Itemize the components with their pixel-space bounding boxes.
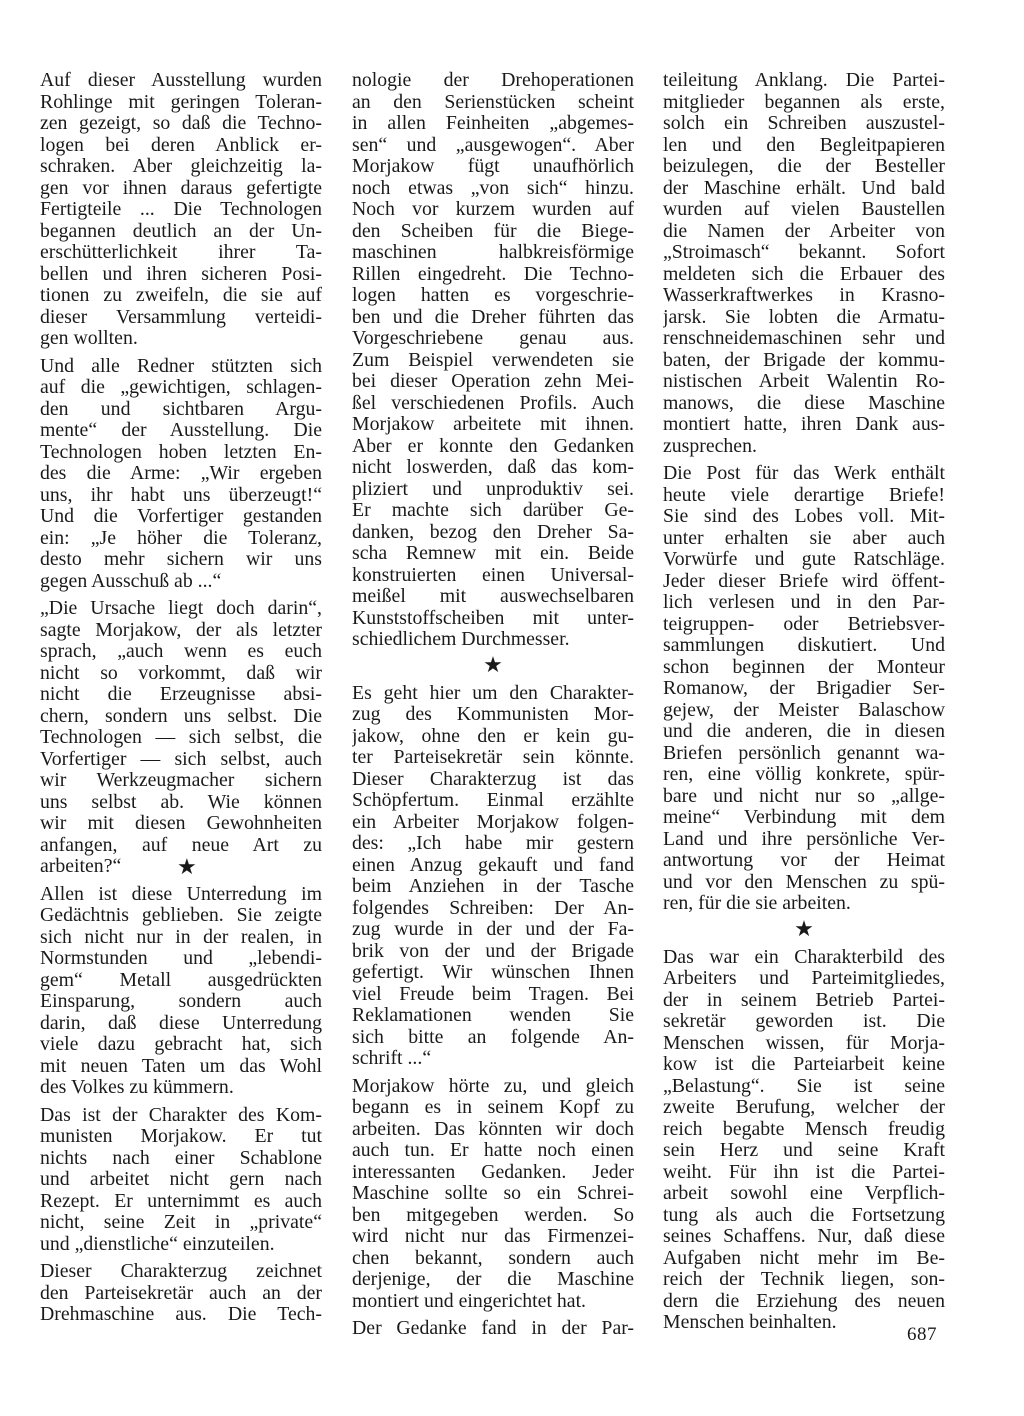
- section-divider-star: ★: [177, 856, 197, 878]
- text-line: sprach, „auch wenn es euch: [40, 641, 322, 662]
- text-line: zweite Berufung, welcher der: [663, 1097, 945, 1118]
- text-line: gem“ Metall ausgedrückten: [40, 969, 322, 991]
- text-line: zug des Kommunisten Mor-: [352, 704, 634, 725]
- text-line: „Belastung“. Sie ist seine: [663, 1075, 945, 1097]
- text-line: bare und nicht nur so „allge-: [663, 785, 945, 807]
- text-line: folgendes Schreiben: Der An-: [352, 897, 634, 919]
- text-line: Auf dieser Ausstellung wurden: [40, 70, 322, 91]
- text-line: Und die Vorfertiger gestanden: [40, 506, 322, 527]
- text-line: Normstunden und „lebendi-: [40, 948, 322, 969]
- text-line: der Maschine erhält. Und bald: [663, 177, 945, 199]
- text-line: Jeder dieser Briefe wird öffent-: [663, 570, 945, 592]
- text-line: Rezept. Er unternimmt es auch: [40, 1190, 322, 1212]
- text-line: Menschen wissen, für Morja-: [663, 1032, 945, 1054]
- text-line: gefertigt. Wir wünschen Ihnen: [352, 962, 634, 983]
- text-line: ßel verschiedenen Profils. Auch: [352, 392, 634, 414]
- text-line: interessanten Gedanken. Jeder: [352, 1161, 634, 1183]
- text-line: meißel mit auswechselbaren: [352, 586, 634, 607]
- text-line: scha Remnew mit ein. Beide: [352, 543, 634, 564]
- text-line: maschinen halbkreisförmige: [352, 242, 634, 263]
- text-line: einen Anzug gekauft und fand: [352, 854, 634, 876]
- text-line: Vorgeschriebene genau aus.: [352, 328, 634, 349]
- text-line: Er machte sich darüber Ge-: [352, 500, 634, 521]
- text-line: munisten Morjakow. Er tut: [40, 1126, 322, 1147]
- text-line: meine“ Verbindung mit dem: [663, 807, 945, 828]
- section-divider-star: ★: [483, 651, 503, 677]
- text-line: Sie sind des Lobes voll. Mit-: [663, 506, 945, 527]
- paragraph: [663, 463, 945, 915]
- text-line: Schöpfertum. Einmal erzählte: [352, 790, 634, 811]
- paragraph: [663, 947, 945, 1334]
- text-line: auch tun. Er hatte noch einen: [352, 1140, 634, 1161]
- text-line: ren, für die sie arbeiten.: [663, 893, 851, 914]
- text-line: Und alle Redner stützten sich: [40, 355, 322, 377]
- page-number: 687: [907, 1324, 937, 1345]
- text-line: ein Arbeiter Morjakow folgen-: [352, 811, 634, 833]
- paragraph: [663, 70, 945, 457]
- text-line: Vorfertiger — sich selbst, auch: [40, 748, 322, 770]
- text-line: unter erhalten sie aber auch: [663, 527, 945, 549]
- text-line: heute viele derartige Briefe!: [663, 484, 945, 506]
- text-line: Noch vor kurzem wurden auf: [352, 199, 634, 220]
- text-line: Der Gedanke fand in der Par-: [352, 1318, 634, 1339]
- paragraph: [40, 356, 322, 593]
- text-line: ter Parteisekretär sein könnte.: [352, 747, 634, 768]
- paragraph: [40, 884, 322, 1099]
- paragraph: [352, 683, 634, 1070]
- text-line: beim Anziehen in der Tasche: [352, 876, 634, 897]
- text-line: begannen deutlich an der Un-: [40, 220, 322, 242]
- text-line: sich nicht nur in der realen, in: [40, 926, 322, 948]
- paragraph: [40, 598, 322, 878]
- text-line: darin, daß diese Unterredung: [40, 1012, 322, 1034]
- text-line: schon beginnen der Monteur: [663, 656, 945, 678]
- text-line: Morjakow arbeitete mit ihnen.: [352, 414, 634, 435]
- text-line: schiedlichem Durchmesser.: [352, 629, 570, 650]
- text-line: chen bekannt, sondern auch: [352, 1247, 634, 1269]
- text-line: montiert hatte, ihren Dank aus-: [663, 414, 945, 435]
- text-line: nicht loswerden, daß das kom-: [352, 457, 634, 478]
- text-line: begann es in seinem Kopf zu: [352, 1097, 634, 1118]
- text-line: weiht. Für ihn ist die Partei-: [663, 1161, 945, 1183]
- text-line: logen bei deren Anblick er-: [40, 134, 322, 156]
- text-line: Vorwürfe und gute Ratschläge.: [663, 549, 945, 570]
- text-line: bei dieser Operation zehn Mei-: [352, 371, 634, 392]
- text-line: den Scheiben für die Biege-: [352, 220, 634, 242]
- text-line: an den Serienstücken scheint: [352, 91, 634, 113]
- text-line: arbeiten. Das könnten wir doch: [352, 1118, 634, 1140]
- text-line: Kunststoffscheiben mit unter-: [352, 607, 634, 629]
- text-line: zusprechen.: [663, 435, 757, 457]
- text-line: antwortung vor der Heimat: [663, 850, 945, 871]
- text-line: Das war ein Charakterbild des: [663, 946, 945, 968]
- text-line: Arbeiters und Parteimitgliedes,: [663, 968, 945, 989]
- text-line: ben mitgegeben werden. So: [352, 1204, 634, 1226]
- text-line: sammlungen diskutiert. Und: [663, 635, 945, 656]
- text-line: Land und ihre persönliche Ver-: [663, 828, 945, 850]
- text-line: Zum Beispiel verwendeten sie: [352, 349, 634, 371]
- text-line: Rohlinge mit geringen Toleran-: [40, 91, 322, 113]
- text-line: schrift ...“: [352, 1048, 432, 1069]
- text-line: seines Schaffens. Nur, daß diese: [663, 1226, 945, 1247]
- text-line: und „dienstliche“ einzuteilen.: [40, 1233, 275, 1255]
- text-line: des: „Ich habe mir gestern: [352, 833, 634, 854]
- text-line: zen gezeigt, so daß die Techno-: [40, 113, 322, 134]
- text-line: reich der Technik liegen, son-: [663, 1269, 945, 1290]
- text-line: nichts nach einer Schablone: [40, 1147, 322, 1169]
- text-line: gejew, der Meister Balaschow: [663, 699, 945, 721]
- text-line: und arbeitet nicht gern nach: [40, 1169, 322, 1190]
- text-line: den Parteisekretär auch an der: [40, 1282, 322, 1304]
- text-line: sein Herz und seine Kraft: [663, 1140, 945, 1161]
- text-line: Gedächtnis geblieben. Sie zeigte: [40, 905, 322, 926]
- text-line: schraken. Aber gleichzeitig la-: [40, 156, 322, 177]
- text-line: mitglieder begannen als erste,: [663, 91, 945, 113]
- text-line: Dieser Charakterzug zeichnet: [40, 1261, 322, 1282]
- paragraph: [40, 1261, 322, 1326]
- text-line: Technologen hoben letzten En-: [40, 441, 322, 463]
- text-line: in allen Feinheiten „abgemes-: [352, 113, 634, 134]
- text-line: lich verlesen und in den Par-: [663, 592, 945, 613]
- text-line: nicht so vorkommt, daß wir: [40, 662, 322, 684]
- text-line: tung als auch die Fortsetzung: [663, 1204, 945, 1226]
- text-line: nicht die Erzeugnisse absi-: [40, 684, 322, 705]
- text-line: uns selbst ab. Wie können: [40, 791, 322, 813]
- text-line: Es geht hier um den Charakter-: [352, 682, 634, 704]
- text-line: „Die Ursache liegt doch darin“,: [40, 598, 322, 619]
- paragraph: [352, 1318, 634, 1340]
- paragraph: [352, 70, 634, 651]
- text-line: meldeten sich die Erbauer des: [663, 263, 945, 285]
- text-line: uns, ihr habt uns überzeugt!“: [40, 484, 322, 506]
- text-line: pliziert und unproduktiv sei.: [352, 478, 634, 500]
- text-line: Morjakow hörte zu, und gleich: [352, 1075, 634, 1097]
- text-line: noch etwas „von sich“ hinzu.: [352, 177, 634, 199]
- text-line: nistischen Arbeit Walentin Ro-: [663, 371, 945, 392]
- paragraph: [352, 1076, 634, 1313]
- text-line: wurden auf vielen Baustellen: [663, 199, 945, 220]
- text-column-2: [352, 70, 634, 1340]
- text-line: manows, die diese Maschine: [663, 392, 945, 414]
- text-line: jakow, ohne den er kein gu-: [352, 725, 634, 747]
- text-line: Reklamationen wenden Sie: [352, 1005, 634, 1026]
- text-line: Maschine sollte so ein Schrei-: [352, 1183, 634, 1204]
- text-line: Wasserkraftwerkes in Krasno-: [663, 285, 945, 306]
- text-line: mente“ der Ausstellung. Die: [40, 420, 322, 441]
- text-line: derjenige, der die Maschine: [352, 1269, 634, 1290]
- text-line: dern die Erziehung des neuen: [663, 1290, 945, 1312]
- text-line: Romanow, der Brigadier Ser-: [663, 678, 945, 699]
- text-line: Dieser Charakterzug ist das: [352, 768, 634, 790]
- text-line: brik von der und der Brigade: [352, 940, 634, 962]
- text-line: konstruierten einen Universal-: [352, 564, 634, 586]
- text-line: nologie der Drehoperationen: [352, 70, 634, 91]
- text-column-1: [40, 70, 322, 1326]
- text-line: reich begabte Mensch freudig: [663, 1118, 945, 1140]
- paragraph: [40, 1105, 322, 1256]
- text-line: den und sichtbaren Argu-: [40, 398, 322, 420]
- text-line-content: arbeiten?“: [40, 856, 122, 877]
- text-line: teileitung Anklang. Die Partei-: [663, 70, 945, 91]
- text-line: montiert und eingerichtet hat.: [352, 1290, 587, 1312]
- text-line: die Namen der Arbeiter von: [663, 220, 945, 242]
- text-line: wird nicht nur das Firmenzei-: [352, 1226, 634, 1247]
- text-line: solch ein Schreiben auszustel-: [663, 113, 945, 134]
- text-line: viele dazu gebracht hat, sich: [40, 1034, 322, 1055]
- text-line: jarsk. Sie lobten die Armatu-: [663, 306, 945, 328]
- text-line: Rillen eingedreht. Die Techno-: [352, 263, 634, 285]
- text-line: gen wollten.: [40, 328, 138, 349]
- text-line: Morjakow fügt unaufhörlich: [352, 156, 634, 177]
- text-line: [40, 856, 322, 878]
- text-line: „Stroimasch“ bekannt. Sofort: [663, 242, 945, 263]
- text-column-3: [663, 70, 945, 1334]
- text-line: kow ist die Parteiarbeit keine: [663, 1054, 945, 1075]
- text-line: Briefen persönlich genannt wa-: [663, 742, 945, 764]
- text-line: ben und die Dreher führten das: [352, 306, 634, 328]
- text-line: renschneidemaschinen sehr und: [663, 328, 945, 349]
- text-line: erschütterlichkeit ihrer Ta-: [40, 242, 322, 263]
- section-divider-star: ★: [794, 915, 814, 941]
- text-line: beizulegen, die der Besteller: [663, 156, 945, 177]
- text-line: len und den Begleitpapieren: [663, 134, 945, 156]
- text-line: zug wurde in der und der Fa-: [352, 919, 634, 940]
- text-line: anfangen, auf neue Art zu: [40, 834, 322, 856]
- text-line: Die Post für das Werk enthält: [663, 463, 945, 484]
- text-line: Menschen beinhalten.: [663, 1312, 837, 1333]
- text-line: auf die „gewichtigen, schlagen-: [40, 377, 322, 398]
- text-line: arbeit sowohl eine Verpflich-: [663, 1183, 945, 1204]
- text-line: Aber er konnte den Gedanken: [352, 435, 634, 457]
- text-line: logen hatten es vorgeschrie-: [352, 285, 634, 306]
- text-line: Drehmaschine aus. Die Tech-: [40, 1304, 322, 1325]
- text-line: der in seinem Betrieb Partei-: [663, 989, 945, 1011]
- text-line: Aufgaben nicht mehr im Be-: [663, 1247, 945, 1269]
- text-line: Technologen — sich selbst, die: [40, 727, 322, 748]
- text-line: tionen zu zweifeln, die sie auf: [40, 285, 322, 306]
- text-line: mit neuen Taten um das Wohl: [40, 1055, 322, 1077]
- text-line: gegen Ausschuß ab ...“: [40, 570, 222, 592]
- text-line: Einsparung, sondern auch: [40, 991, 322, 1012]
- text-line: ren, eine völlig konkrete, spür-: [663, 764, 945, 785]
- text-line: sen“ und „ausgewogen“. Aber: [352, 134, 634, 156]
- text-line: wir mit diesen Gewohnheiten: [40, 813, 322, 834]
- paragraph: [40, 70, 322, 350]
- text-line: gen vor ihnen daraus gefertigte: [40, 177, 322, 199]
- text-line: wir Werkzeugmacher sichern: [40, 770, 322, 791]
- text-line: ein: „Je höher die Toleranz,: [40, 527, 322, 549]
- text-line: des Volkes zu kümmern.: [40, 1077, 234, 1098]
- text-line: und die anderen, die in diesen: [663, 721, 945, 742]
- text-line: sekretär geworden ist. Die: [663, 1011, 945, 1032]
- text-line: sagte Morjakow, der als letzter: [40, 619, 322, 641]
- text-line: chern, sondern uns selbst. Die: [40, 705, 322, 727]
- text-line: baten, der Brigade der kommu-: [663, 349, 945, 371]
- text-line: dieser Versammlung verteidi-: [40, 306, 322, 328]
- text-line: und vor den Menschen zu spü-: [663, 871, 945, 893]
- text-line: des die Arme: „Wir ergeben: [40, 463, 322, 484]
- text-line: bellen und ihren sicheren Posi-: [40, 263, 322, 285]
- text-line: teigruppen- oder Betriebsver-: [663, 613, 945, 635]
- text-line: nicht, seine Zeit in „private“: [40, 1212, 322, 1233]
- text-line: sich bitte an folgende An-: [352, 1026, 634, 1048]
- text-line: viel Freude beim Tragen. Bei: [352, 983, 634, 1005]
- text-line: danken, bezog den Dreher Sa-: [352, 521, 634, 543]
- text-line: Das ist der Charakter des Kom-: [40, 1104, 322, 1126]
- text-line: Fertigteile ... Die Technologen: [40, 199, 322, 220]
- text-line: desto mehr sichern wir uns: [40, 549, 322, 570]
- text-line: Allen ist diese Unterredung im: [40, 883, 322, 905]
